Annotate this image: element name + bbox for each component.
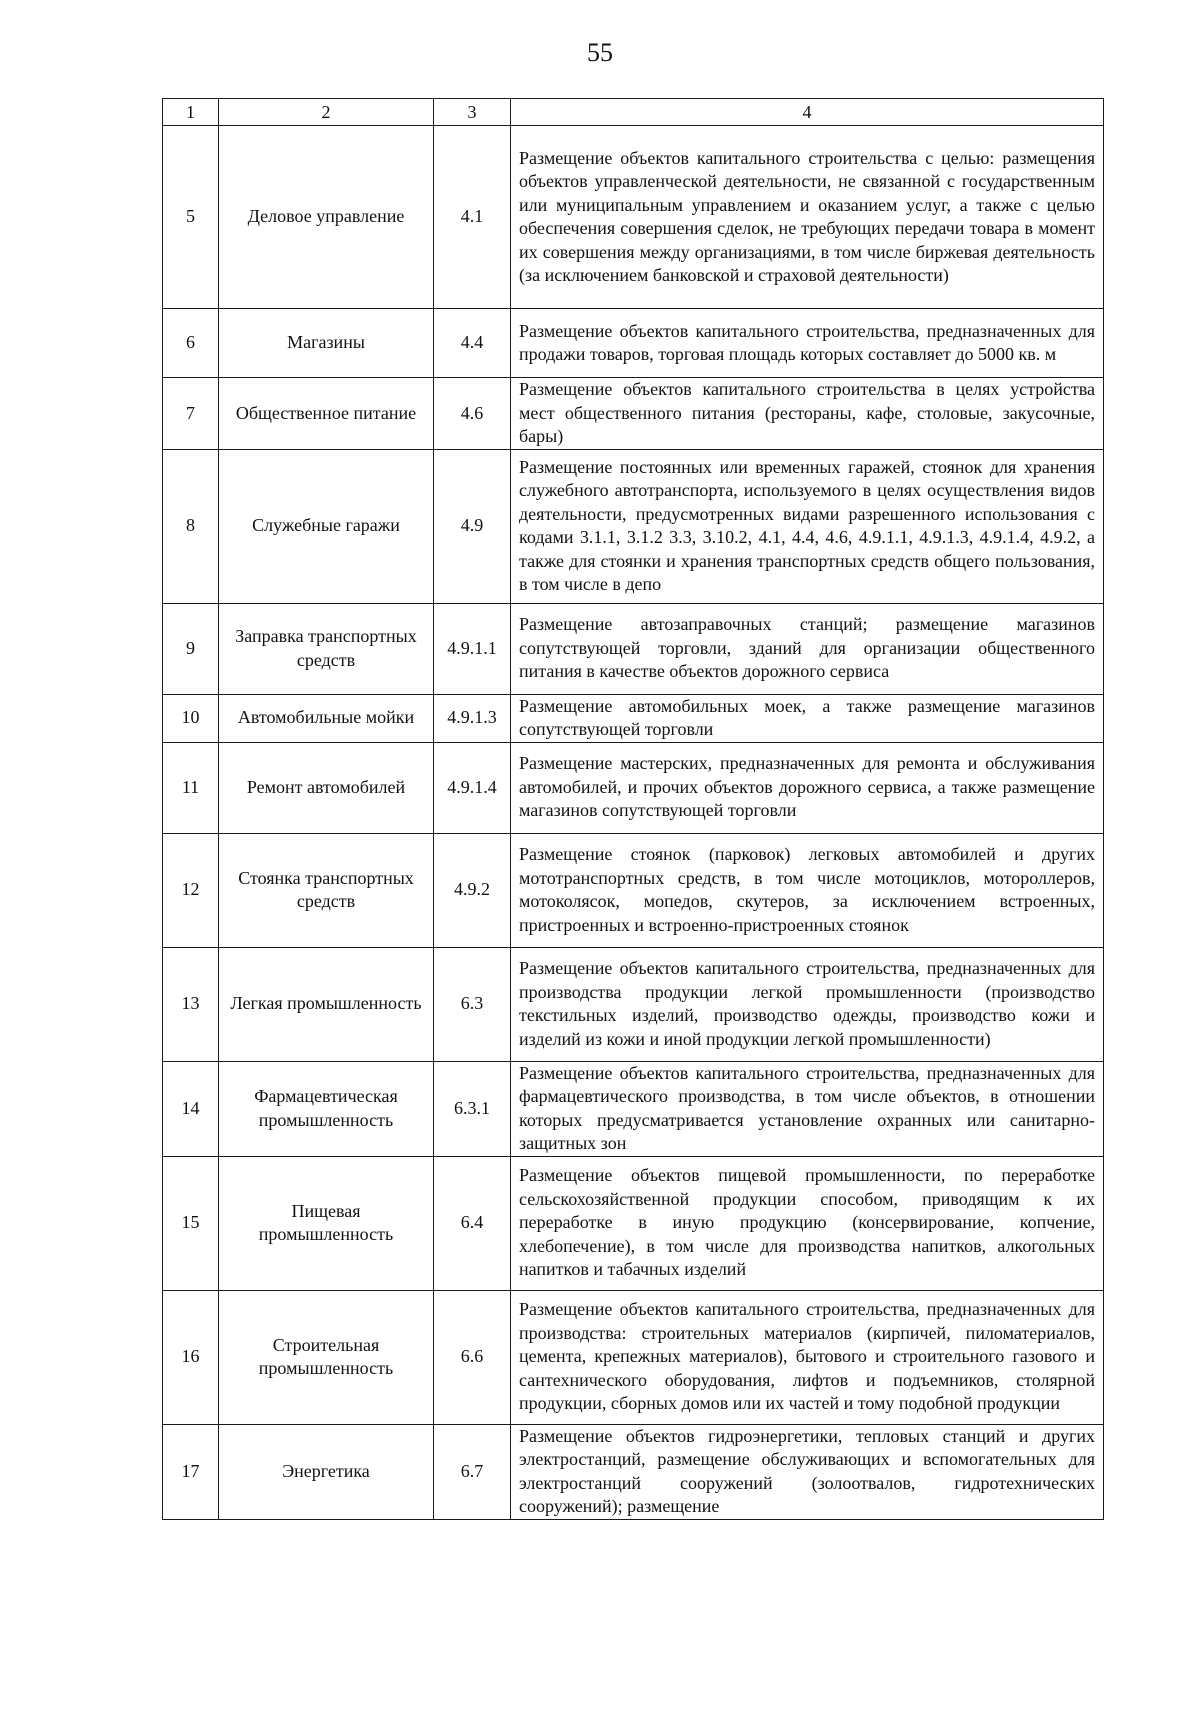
land-use-description: Размещение объектов капитального строительства с целью: размещения объектов управленческой деятельности, не связанной с государственным или муниципальным управлением и оказанием услуг, а также с целью обеспечения совершения сделок, не требующих передачи товара в момент их совершения между организациями, в том числе биржевая деятельность (за исключением банковской и страховой деятельности) <box>511 126 1104 309</box>
land-use-description: Размещение автозаправочных станций; размещение магазинов сопутствующей торговли, зданий для организации общественного питания в качестве объектов дорожного сервиса <box>511 603 1104 694</box>
column-header-4: 4 <box>511 99 1104 126</box>
land-use-description: Размещение стоянок (парковок) легковых автомобилей и других мототранспортных средств, в том числе мотоциклов, мотороллеров, мотоколясок, мопедов, скутеров, за исключением встроенных, пристроенных и встроенно-пристроенных стоянок <box>511 833 1104 947</box>
land-use-name: Заправка транспортных средств <box>219 603 434 694</box>
row-number: 16 <box>163 1290 219 1424</box>
table-row <box>163 1424 1104 1519</box>
land-use-code: 6.7 <box>434 1424 511 1519</box>
land-use-code: 4.4 <box>434 309 511 378</box>
row-number: 6 <box>163 309 219 378</box>
table-row <box>163 833 1104 947</box>
table-header-row <box>163 99 1104 126</box>
land-use-code: 4.9.1.3 <box>434 694 511 742</box>
land-use-name: Ремонт автомобилей <box>219 742 434 833</box>
row-number: 10 <box>163 694 219 742</box>
table-row <box>163 449 1104 603</box>
land-use-description: Размещение объектов пищевой промышленности, по переработке сельскохозяйственной продукции способом, приводящим к их переработке в иную продукцию (консервирование, копчение, хлебопечение), в том числе для производства напитков, алкогольных напитков и табачных изделий <box>511 1156 1104 1290</box>
row-number: 13 <box>163 947 219 1061</box>
land-use-description: Размещение объектов капитального строительства, предназначенных для продажи товаров, торговая площадь которых составляет до 5000 кв. м <box>511 309 1104 378</box>
land-use-name: Пищевая промышленность <box>219 1156 434 1290</box>
land-use-table <box>162 98 1104 1520</box>
table-row <box>163 1061 1104 1156</box>
row-number: 8 <box>163 449 219 603</box>
land-use-name: Служебные гаражи <box>219 449 434 603</box>
land-use-description: Размещение мастерских, предназначенных для ремонта и обслуживания автомобилей, и прочих объектов дорожного сервиса, а также размещение магазинов сопутствующей торговли <box>511 742 1104 833</box>
table-row <box>163 694 1104 742</box>
column-header-3: 3 <box>434 99 511 126</box>
land-use-description: Размещение объектов капитального строительства, предназначенных для фармацевтического производства, в том числе объектов, в отношении которых предусматривается установление охранных или санитарно-защитных зон <box>511 1061 1104 1156</box>
land-use-name: Фармацевтическая промышленность <box>219 1061 434 1156</box>
column-header-1: 1 <box>163 99 219 126</box>
row-number: 17 <box>163 1424 219 1519</box>
land-use-name: Деловое управление <box>219 126 434 309</box>
land-use-code: 4.9.1.4 <box>434 742 511 833</box>
land-use-code: 6.6 <box>434 1290 511 1424</box>
land-use-description: Размещение объектов капитального строительства, предназначенных для производства продукции легкой промышленности (производство текстильных изделий, производство одежды, производство кожи и изделий из кожи и иной продукции легкой промышленности) <box>511 947 1104 1061</box>
land-use-code: 4.6 <box>434 378 511 450</box>
table-row <box>163 309 1104 378</box>
land-use-name: Строительная промышленность <box>219 1290 434 1424</box>
land-use-name: Автомобильные мойки <box>219 694 434 742</box>
column-header-2: 2 <box>219 99 434 126</box>
land-use-description: Размещение объектов гидроэнергетики, тепловых станций и других электростанций, размещение обслуживающих и вспомогательных для электростанций сооружений (золоотвалов, гидротехнических сооружений); размещение <box>511 1424 1104 1519</box>
table-body <box>163 126 1104 1520</box>
table-row <box>163 742 1104 833</box>
land-use-description: Размещение объектов капитального строительства в целях устройства мест общественного питания (рестораны, кафе, столовые, закусочные, бары) <box>511 378 1104 450</box>
land-use-code: 4.1 <box>434 126 511 309</box>
land-use-code: 6.3 <box>434 947 511 1061</box>
table-row <box>163 126 1104 309</box>
land-use-code: 4.9.2 <box>434 833 511 947</box>
land-use-name: Стоянка транспортных средств <box>219 833 434 947</box>
land-use-code: 4.9.1.1 <box>434 603 511 694</box>
row-number: 5 <box>163 126 219 309</box>
table-row <box>163 1156 1104 1290</box>
land-use-code: 6.4 <box>434 1156 511 1290</box>
page-number: 55 <box>587 38 613 67</box>
row-number: 11 <box>163 742 219 833</box>
row-number: 7 <box>163 378 219 450</box>
table-row <box>163 378 1104 450</box>
row-number: 14 <box>163 1061 219 1156</box>
row-number: 9 <box>163 603 219 694</box>
land-use-name: Легкая промышленность <box>219 947 434 1061</box>
row-number: 12 <box>163 833 219 947</box>
table-row <box>163 947 1104 1061</box>
table-row <box>163 603 1104 694</box>
land-use-code: 6.3.1 <box>434 1061 511 1156</box>
land-use-name: Энергетика <box>219 1424 434 1519</box>
land-use-name: Магазины <box>219 309 434 378</box>
land-use-description: Размещение объектов капитального строительства, предназначенных для производства: строительных материалов (кирпичей, пиломатериалов, цемента, крепежных материалов), бытового и строительного газового и сантехнического оборудования, лифтов и подъемников, столярной продукции, сборных домов или их частей и тому подобной продукции <box>511 1290 1104 1424</box>
land-use-description: Размещение постоянных или временных гаражей, стоянок для хранения служебного автотранспорта, используемого в целях осуществления видов деятельности, предусмотренных видами разрешенного использования с кодами 3.1.1, 3.1.2 3.3, 3.10.2, 4.1, 4.4, 4.6, 4.9.1.1, 4.9.1.3, 4.9.1.4, 4.9.2, а также для стоянки и хранения транспортных средств общего пользования, в том числе в депо <box>511 449 1104 603</box>
land-use-description: Размещение автомобильных моек, а также размещение магазинов сопутствующей торговли <box>511 694 1104 742</box>
land-use-name: Общественное питание <box>219 378 434 450</box>
land-use-code: 4.9 <box>434 449 511 603</box>
table-row <box>163 1290 1104 1424</box>
row-number: 15 <box>163 1156 219 1290</box>
